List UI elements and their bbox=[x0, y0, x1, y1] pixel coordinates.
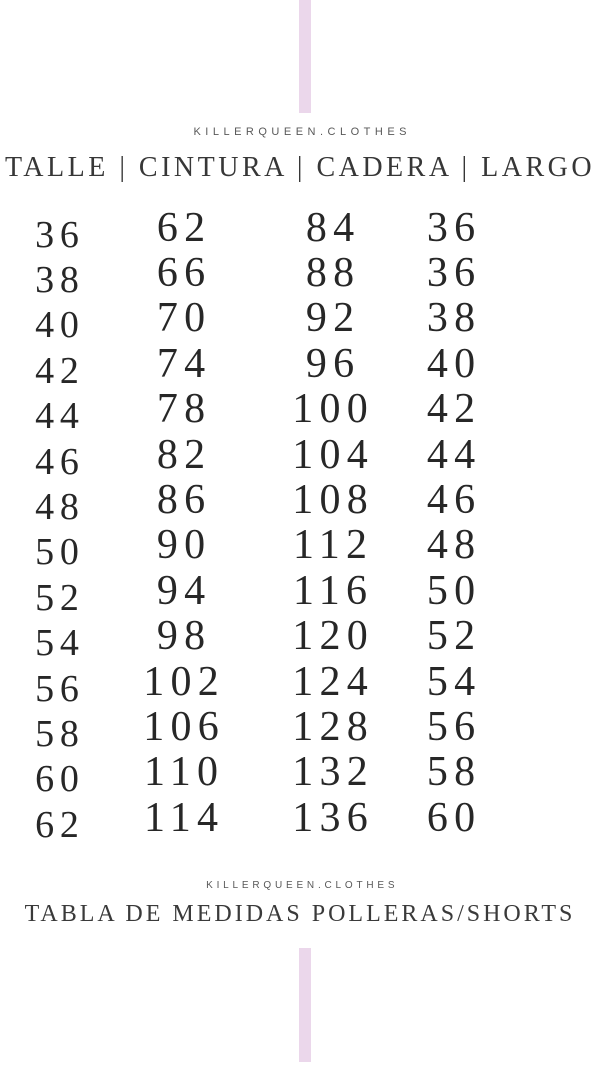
brand-text-bottom: KILLERQUEEN.CLOTHES bbox=[206, 880, 399, 891]
table-cell: 100 bbox=[292, 386, 375, 433]
table-cell: 82 bbox=[156, 431, 212, 478]
table-cell: 78 bbox=[156, 386, 212, 433]
table-cell: 54 bbox=[35, 622, 85, 665]
table-cell: 108 bbox=[292, 477, 375, 524]
table-cell: 106 bbox=[143, 703, 226, 750]
table-cell: 132 bbox=[292, 749, 375, 796]
table-cell: 86 bbox=[156, 477, 212, 524]
column-cadera bbox=[275, 205, 385, 840]
table-cell: 62 bbox=[156, 204, 212, 251]
table-cell: 40 bbox=[35, 304, 85, 347]
table-cell: 46 bbox=[426, 477, 482, 524]
table-cell: 52 bbox=[426, 613, 482, 660]
table-cell: 58 bbox=[35, 712, 85, 755]
table-cell: 88 bbox=[305, 250, 361, 297]
table-cell: 112 bbox=[292, 522, 374, 569]
chart-title: TABLA DE MEDIDAS POLLERAS/SHORTS bbox=[24, 901, 576, 927]
table-cell: 96 bbox=[305, 340, 361, 387]
table-cell: 90 bbox=[156, 522, 212, 569]
table-cell: 120 bbox=[292, 613, 375, 660]
table-cell: 38 bbox=[426, 295, 482, 342]
table-cell: 50 bbox=[35, 531, 85, 574]
table-cell: 98 bbox=[156, 613, 212, 660]
table-cell: 38 bbox=[35, 259, 85, 302]
table-cell: 36 bbox=[426, 204, 482, 251]
table-cell: 60 bbox=[35, 758, 85, 801]
table-cell: 58 bbox=[426, 749, 482, 796]
table-cell: 52 bbox=[35, 576, 85, 619]
table-cell: 74 bbox=[156, 340, 212, 387]
table-cell: 114 bbox=[143, 794, 225, 841]
table-cell: 92 bbox=[305, 295, 361, 342]
table-cell: 124 bbox=[292, 658, 375, 705]
table-cell: 48 bbox=[426, 522, 482, 569]
table-cell: 62 bbox=[35, 803, 85, 846]
table-cell: 42 bbox=[35, 349, 85, 392]
table-cell: 48 bbox=[35, 486, 85, 529]
table-cell: 46 bbox=[35, 440, 85, 483]
table-cell: 136 bbox=[292, 794, 375, 841]
column-largo bbox=[396, 205, 506, 840]
accent-bar-bottom bbox=[299, 948, 311, 1062]
table-cell: 50 bbox=[426, 567, 482, 614]
table-cell: 94 bbox=[156, 567, 212, 614]
table-cell: 56 bbox=[35, 667, 85, 710]
table-cell: 60 bbox=[426, 794, 482, 841]
table-cell: 56 bbox=[426, 703, 482, 750]
table-cell: 66 bbox=[156, 250, 212, 297]
table-cell: 84 bbox=[305, 204, 361, 251]
table-cell: 44 bbox=[426, 431, 482, 478]
table-cell: 44 bbox=[35, 395, 85, 438]
table-cell: 102 bbox=[143, 658, 226, 705]
table-cell: 128 bbox=[292, 703, 375, 750]
table-cell: 40 bbox=[426, 340, 482, 387]
table-cell: 36 bbox=[426, 250, 482, 297]
table-cell: 36 bbox=[35, 213, 85, 256]
table-cell: 116 bbox=[292, 567, 374, 614]
table-cell: 110 bbox=[143, 749, 225, 796]
table-cell: 104 bbox=[292, 431, 375, 478]
table-cell: 54 bbox=[426, 658, 482, 705]
brand-text-top: KILLERQUEEN.CLOTHES bbox=[193, 126, 412, 138]
column-header-row: TALLE | CINTURA | CADERA | LARGO bbox=[4, 152, 596, 183]
table-cell: 42 bbox=[426, 386, 482, 433]
column-cintura bbox=[126, 205, 236, 840]
table-cell: 70 bbox=[156, 295, 212, 342]
column-talle bbox=[2, 212, 112, 847]
